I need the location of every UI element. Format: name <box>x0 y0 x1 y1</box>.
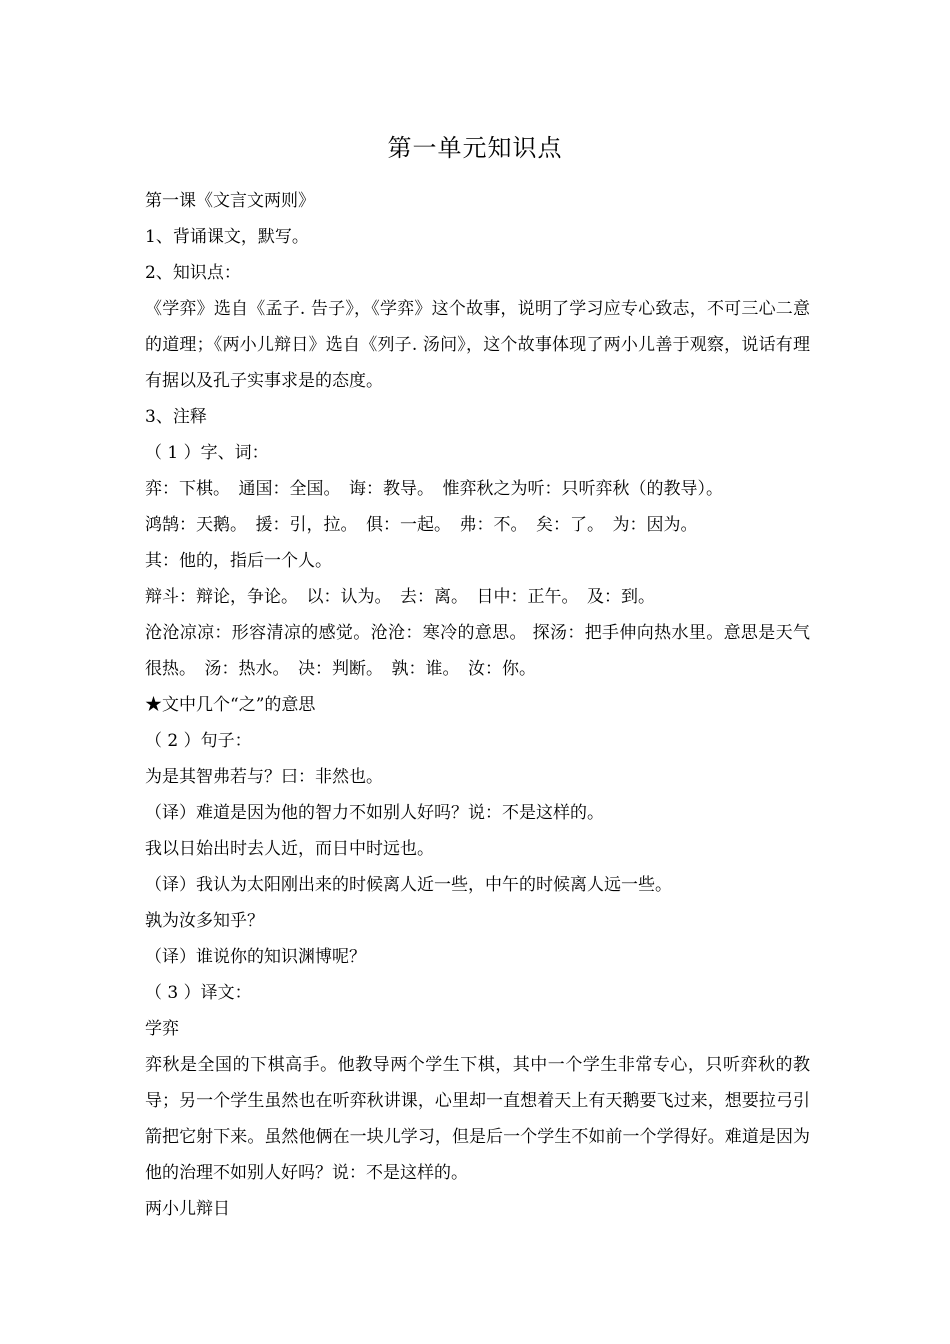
sentence-line: 孰为汝多知乎？ <box>145 911 264 931</box>
section-title: 两小儿辩日 <box>145 1199 230 1219</box>
translation-line: （译）谁说你的知识渊博呢？ <box>145 947 366 967</box>
list-item: 2、知识点： <box>145 263 241 283</box>
lesson-heading: 第一课《文言文两则》 <box>145 191 315 211</box>
translation-line: （译）难道是因为他的智力不如别人好吗？说：不是这样的。 <box>145 803 604 823</box>
sub-heading: （ 2 ）句子： <box>145 731 252 751</box>
sentence-line: 为是其智弗若与？曰：非然也。 <box>145 767 383 787</box>
vocab-line: 其：他的，指后一个人。 <box>145 551 332 571</box>
list-item: 3、注释 <box>145 407 207 427</box>
vocab-line: 弈：下棋。 通国：全国。 诲：教导。 惟弈秋之为听：只听弈秋（的教导）。 <box>145 479 723 499</box>
vocab-paragraph: 沧沧凉凉：形容清凉的感觉。沧沧：寒冷的意思。 探汤：把手伸向热水里。意思是天气很热。 汤：热水。 决：判断。 孰：谁。 汝：你。 <box>145 623 810 679</box>
page-title: 第一单元知识点 <box>387 134 563 162</box>
sentence-line: 我以日始出时去人近，而日中时远也。 <box>145 839 434 859</box>
list-item: 1、背诵课文，默写。 <box>145 227 309 247</box>
vocab-line: 辩斗：辩论，争论。 以：认为。 去：离。 日中：正午。 及：到。 <box>145 587 655 607</box>
translation-paragraph: 弈秋是全国的下棋高手。他教导两个学生下棋，其中一个学生非常专心，只听弈秋的教导；另一个学生虽然也在听弈秋讲课，心里却一直想着天上有天鹅要飞过来，想要拉弓引箭把它射下来。虽然他俩在一块儿学习，但是后一个学生不如前一个学得好。难道是因为他的治理不如别人好吗？说：不是这样的。 <box>145 1055 810 1183</box>
section-title: 学弈 <box>145 1019 179 1039</box>
translation-line: （译）我认为太阳刚出来的时候离人近一些，中午的时候离人远一些。 <box>145 875 672 895</box>
star-note: ★文中几个“之”的意思 <box>145 695 316 715</box>
sub-heading: （ 1 ）字、词： <box>145 443 269 463</box>
vocab-line: 鸿鹄：天鹅。 援：引，拉。 俱：一起。 弗：不。 矣：了。 为：因为。 <box>145 515 698 535</box>
document-body <box>145 183 810 1227</box>
sub-heading: （ 3 ）译文： <box>145 983 252 1003</box>
paragraph: 《学弈》选自《孟子. 告子》，《学弈》这个故事，说明了学习应专心致志，不可三心二意的道理；《两小儿辩日》选自《列子. 汤问》，这个故事体现了两小儿善于观察，说话有理有据以及孔子实事求是的态度。 <box>145 299 810 391</box>
